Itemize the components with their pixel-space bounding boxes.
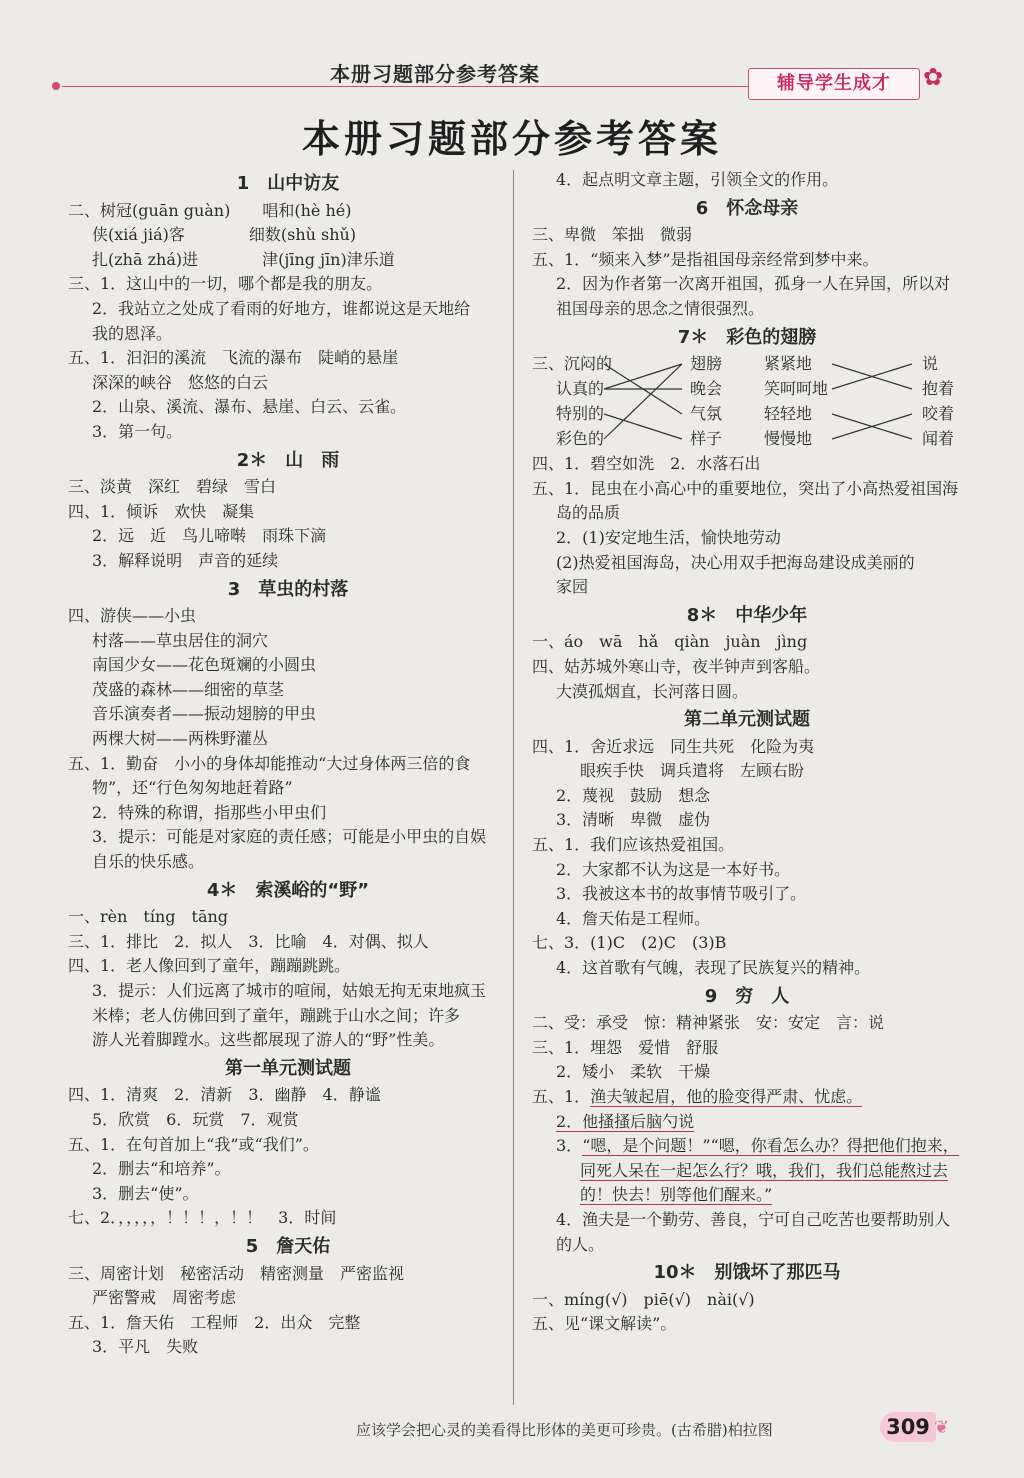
match-word: 晚会 (690, 379, 723, 399)
page-title: 本册习题部分参考答案 (301, 116, 722, 161)
answer-line: 五、1．“频来入梦”是指祖国母亲经常到梦中来。 (532, 249, 879, 269)
match-word: 气氛 (690, 404, 723, 424)
answer-line: 扎(zhā zhá)进 津(jīng jīn)津乐道 (92, 249, 395, 269)
answer-line: 5．欣赏 6．玩赏 7．观赏 (92, 1109, 299, 1129)
underlined-answer: 渔夫皱起眉，他的脸变得严肃、忧虑。 (590, 1087, 863, 1106)
left-column (68, 168, 508, 1360)
answer-line: 三、1．埋怨 爱惜 舒服 (532, 1037, 719, 1057)
answer-line: 五、1．汩汩的溪流 飞流的瀑布 陡峭的悬崖 (68, 348, 399, 368)
section-title: 6 怀念母亲 (695, 197, 799, 219)
answer-line: 3．提示：人们远离了城市的喧闹，姑娘无拘无束地疯玉 (92, 981, 487, 1000)
matching-exercise (532, 352, 962, 452)
answer-line: 村落——草虫居住的洞穴 (92, 630, 269, 650)
answer-line: 3．删去“使”。 (92, 1183, 199, 1203)
answer-line: 2．特殊的称谓，指那些小甲虫们 (92, 802, 327, 822)
section-title: 4＊ 索溪峪的“野” (206, 879, 370, 901)
answer-line: 眼疾手快 调兵遣将 左顾右盼 (580, 761, 805, 781)
answer-line: 音乐演奏者——振动翅膀的甲虫 (92, 704, 317, 724)
section-title: 1 山中访友 (236, 173, 340, 194)
match-word: 轻轻地 (764, 404, 813, 424)
answer-line: 2．矮小 柔软 干燥 (556, 1062, 711, 1082)
underlined-answer: 的！快去！别等他们醒来。” (580, 1185, 773, 1205)
answer-line (532, 1159, 962, 1184)
section-title: 5 詹天佑 (245, 1235, 331, 1257)
answer-line: 祖国母亲的思念之情很强烈。 (556, 298, 765, 318)
underlined-answer: “嗯，是个问题！”“嗯，你看怎么办？得把他们抱来， (582, 1136, 959, 1156)
answer-line: 岛的品质 (556, 503, 621, 523)
match-word: 样子 (690, 429, 723, 449)
answer-line: 三、1．排比 2．拟人 3．比喻 4．对偶、拟人 (68, 931, 429, 951)
fish-icon: ❦ (934, 1417, 950, 1438)
answer-line: 2．删去“和培养”。 (92, 1159, 231, 1179)
answer-prefix: 五、1． (532, 1087, 591, 1106)
answer-line: 2．蔑视 鼓励 想念 (556, 785, 711, 805)
answer-line: 深深的峡谷 悠悠的白云 (92, 372, 269, 392)
section-title: 8＊ 中华少年 (686, 604, 808, 626)
match-word: 抱着 (922, 379, 955, 399)
answer-line: 的人。 (556, 1234, 605, 1254)
answer-line: 一、rèn tíng tāng (68, 907, 229, 927)
answer-line: 四、1．碧空如洗 2．水落石出 (532, 454, 761, 474)
match-word: 慢慢地 (764, 429, 813, 449)
answer-line: 米棒；老人仿佛回到了童年，蹦跳于山水之间；许多 (92, 1005, 461, 1025)
answer-line: 一、áo wā hǎ qiàn juàn jìng (532, 632, 808, 652)
answer-line: 3．平凡 失败 (92, 1337, 199, 1357)
answer-line: 五、见“课文解读”。 (532, 1314, 677, 1334)
answer-line: 五、1．詹天佑 工程师 2．出众 完整 (68, 1312, 361, 1332)
answer-line: 三、卑微 笨拙 微弱 (532, 225, 693, 245)
header-dot (52, 82, 60, 90)
match-word: 认真的 (556, 379, 605, 399)
answer-line: 五、1．昆虫在小高心中的重要地位，突出了小高热爱祖国海 (532, 478, 959, 498)
footer-quote: 应该学会把心灵的美看得比形体的美更可珍贵。(古希腊)柏拉图 (356, 1421, 773, 1439)
answer-line: 两棵大树——两株野灌丛 (92, 729, 269, 749)
answer-line (532, 1110, 962, 1135)
header-rule (62, 86, 752, 87)
answer-line: 三、淡黄 深红 碧绿 雪白 (68, 477, 277, 497)
match-word: 彩色的 (556, 429, 605, 449)
answer-line: 3．解释说明 声音的延续 (92, 550, 279, 570)
answer-line: 茂盛的森林——细密的草茎 (92, 679, 285, 699)
section-title: 3 草虫的村落 (227, 578, 349, 600)
answer-line: 物”，还“行色匆匆地赶着路” (92, 778, 293, 798)
answer-line: 2．大家都不认为这是一本好书。 (556, 859, 791, 879)
underlined-answer: 2．他搔搔后脑勺说 (556, 1111, 695, 1131)
answer-line: 四、1．清爽 2．清新 3．幽静 4．静谧 (68, 1085, 381, 1105)
section-title: 第二单元测试题 (684, 709, 810, 731)
series-tag: 辅导学生成才 (748, 68, 920, 100)
answer-line: 二、树冠(guān guàn) 唱和(hè hé) (68, 200, 352, 220)
section-title: 7＊ 彩色的翅膀 (677, 326, 817, 348)
answer-line: 二、受：承受 惊：精神紧张 安：安定 言：说 (532, 1013, 885, 1033)
section-title: 2＊ 山 雨 (236, 449, 340, 471)
section-title: 10＊ 别饿坏了那匹马 (653, 1262, 841, 1284)
answer-line: 家园 (556, 577, 589, 597)
answer-line: 南国少女——花色斑斓的小圆虫 (92, 655, 317, 675)
answer-line: 四、1．老人像回到了童年，蹦蹦跳跳。 (68, 956, 351, 976)
answer-line: 2．因为作者第一次离开祖国，孤身一人在异国，所以对 (556, 274, 951, 294)
match-word: 咬着 (922, 404, 955, 424)
section-title: 9 穷 人 (704, 985, 790, 1007)
answer-line: 五、1．勤奋 小小的身体却能推动“大过身体两三倍的食 (68, 753, 471, 773)
answer-line: 四、1．倾诉 欢快 凝集 (68, 501, 255, 521)
header-title: 本册习题部分参考答案 (330, 62, 540, 86)
answer-line: 七、2．，，，，，！！！，！！ 3．时间 (68, 1208, 337, 1228)
match-word: 翅膀 (690, 354, 723, 374)
answer-prefix: 3． (556, 1136, 583, 1156)
answer-line: 严密警戒 周密考虑 (92, 1288, 237, 1308)
answer-line: 七、3．(1)C (2)C (3)B (532, 933, 727, 953)
answer-line: 五、1．我们应该热爱祖国。 (532, 835, 735, 855)
answer-line: 4．渔夫是一个勤劳、善良，宁可自己吃苦也要帮助别人 (556, 1209, 951, 1229)
column-divider (513, 170, 514, 1405)
answer-line: 五、1．在句首加上“我”或“我们”。 (68, 1134, 319, 1154)
answer-line: (2)热爱祖国海岛，决心用双手把海岛建设成美丽的 (556, 552, 915, 572)
answer-line: 3．我被这本书的故事情节吸引了。 (556, 884, 807, 904)
answer-line: 四、1．舍近求远 同生共死 化险为夷 (532, 736, 815, 756)
answer-line: 自乐的快乐感。 (92, 852, 205, 872)
right-column (532, 168, 962, 1337)
answer-line: 三、周密计划 秘密活动 精密测量 严密监视 (68, 1263, 405, 1283)
answer-line: 3．第一句。 (92, 421, 183, 441)
answer-line: 游人光着脚蹚水。这些都展现了游人的“野”性美。 (92, 1030, 445, 1050)
answer-line: 2．我站立之处成了看雨的好地方，谁都说这是天地给 (92, 298, 471, 318)
answer-line: 4．詹天佑是工程师。 (556, 908, 711, 928)
section-title: 第一单元测试题 (225, 1057, 351, 1079)
answer-line: 4．起点明文章主题，引领全文的作用。 (556, 170, 839, 189)
answer-line: 四、姑苏城外寒山寺，夜半钟声到客船。 (532, 656, 821, 676)
answer-line: 2．远 近 鸟儿啼啭 雨珠下滴 (92, 526, 327, 546)
answer-line: 2．山泉、溪流、瀑布、悬崖、白云、云雀。 (92, 397, 407, 417)
answer-line: 我的恩泽。 (92, 323, 173, 343)
answer-line: 大漠孤烟直，长河落日圆。 (556, 681, 749, 701)
flower-icon: ✿ (922, 63, 944, 91)
match-word: 特别的 (556, 404, 605, 424)
match-word: 紧紧地 (764, 354, 813, 374)
answer-line: 4．这首歌有气魄，表现了民族复兴的精神。 (556, 958, 871, 978)
match-word: 三、沉闷的 (532, 354, 613, 374)
underlined-answer: 同死人呆在一起怎么行？哦，我们，我们总能熬过去 (580, 1160, 949, 1180)
answer-line: 三、1．这山中的一切，哪个都是我的朋友。 (68, 274, 383, 294)
answer-line (532, 1085, 962, 1110)
match-word: 笑呵呵地 (764, 379, 829, 399)
answer-line: 四、游侠——小虫 (68, 606, 197, 626)
answer-line (532, 1134, 962, 1159)
answer-line: 2．(1)安定地生活，愉快地劳动 (556, 527, 781, 547)
answer-line: 侠(xiá jiá)客 细数(shù shǔ) (92, 225, 357, 245)
match-word: 说 (922, 354, 939, 374)
match-word: 闻着 (922, 429, 955, 449)
answer-line: 3．清晰 卑微 虚伪 (556, 810, 711, 830)
answer-line: 3．提示：可能是对家庭的责任感；可能是小甲虫的自娱 (92, 827, 487, 847)
page-number: 309 (880, 1412, 936, 1442)
answer-line: 一、míng(√) piē(√) nài(√) (532, 1289, 755, 1309)
answer-line (532, 1183, 962, 1208)
